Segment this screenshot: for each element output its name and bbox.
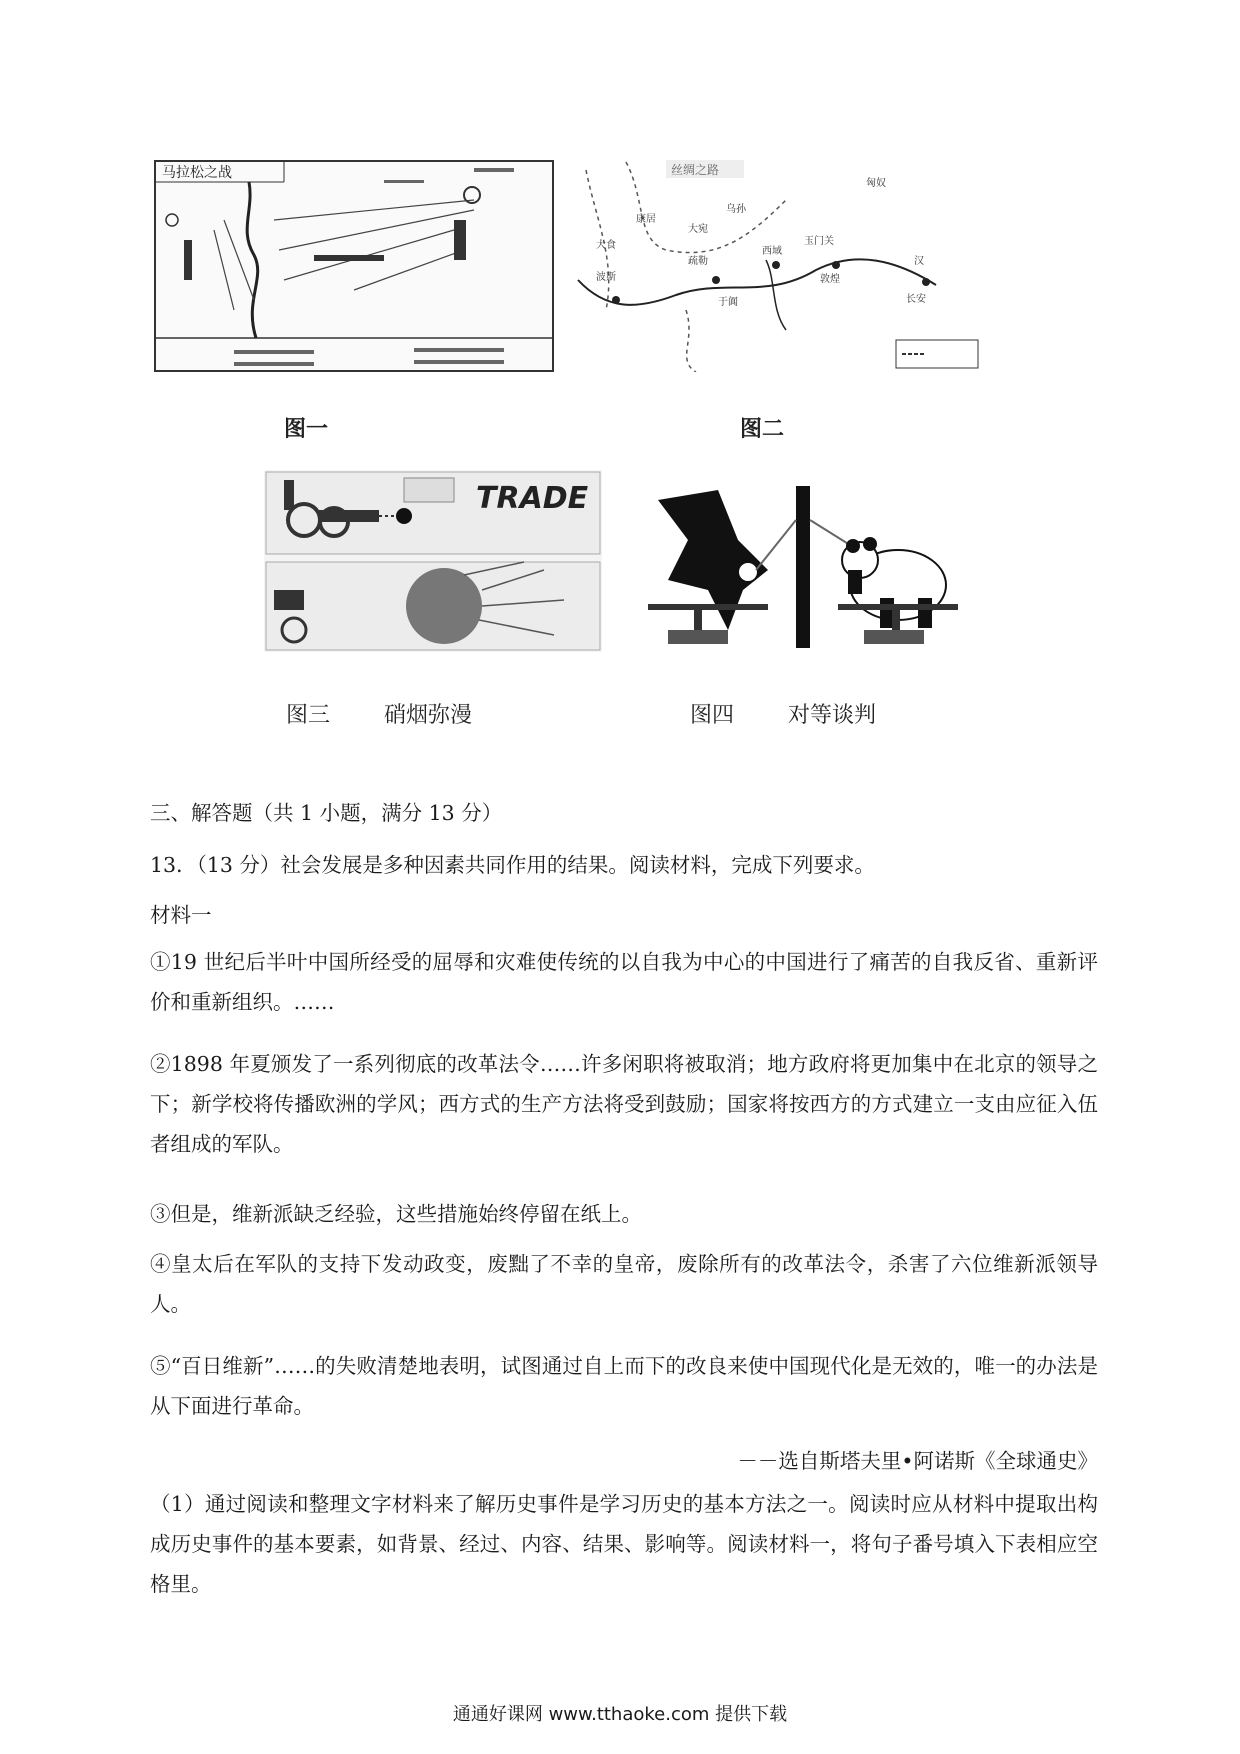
question-section bbox=[150, 0, 1098, 1690]
fig2-place: 康居 bbox=[636, 214, 656, 225]
fig2-title: 丝绸之路 bbox=[671, 163, 720, 177]
material-item-3: ③但是，维新派缺乏经验，这些措施始终停留在纸上。 bbox=[150, 1202, 642, 1226]
fig3-caption-title: 硝烟弥漫 bbox=[384, 703, 473, 728]
fig2-place: 长安 bbox=[906, 294, 926, 305]
material-item-1: ①19 世纪后半叶中国所经受的屈辱和灾难使传统的以自我为中心的中国进行了痛苦的自我反省、重新评价和重新组织。…… bbox=[150, 950, 1098, 1014]
fig2-place: 大食 bbox=[596, 240, 616, 251]
material-source: －－选自斯塔夫里•阿诺斯《全球通史》 bbox=[737, 1449, 1098, 1473]
sub-question-1: （1）通过阅读和整理文字材料来了解历史事件是学习历史的基本方法之一。阅读时应从材料中提取出构成历史事件的基本要素，如背景、经过、内容、结果、影响等。阅读材料一，将句子番号填入下表相应空格里。 bbox=[150, 1492, 1098, 1596]
material-item-5: ⑤“百日维新”……的失败清楚地表明，试图通过自上而下的改良来使中国现代化是无效的，唯一的办法是从下面进行革命。 bbox=[150, 1354, 1098, 1418]
fig2-place: 汉 bbox=[914, 256, 924, 267]
fig1-title: 马拉松之战 bbox=[162, 165, 232, 181]
fig2-caption: 图二 bbox=[740, 417, 785, 442]
fig2-place: 西域 bbox=[762, 246, 782, 257]
fig2-place: 玉门关 bbox=[804, 236, 834, 247]
fig2-place: 疏勒 bbox=[688, 256, 708, 267]
fig2-place: 匈奴 bbox=[866, 178, 886, 189]
fig2-place: 于阗 bbox=[718, 297, 738, 308]
fig3-banner-text: TRADE bbox=[476, 481, 589, 516]
fig2-place: 大宛 bbox=[688, 224, 708, 235]
section-heading: 三、解答题（共 1 小题，满分 13 分） bbox=[150, 801, 503, 825]
question-stem: 13．（13 分）社会发展是多种因素共同作用的结果。阅读材料，完成下列要求。 bbox=[150, 853, 875, 877]
material-label: 材料一 bbox=[150, 903, 212, 927]
fig2-place: 敦煌 bbox=[820, 274, 840, 285]
fig4-caption-title: 对等谈判 bbox=[788, 703, 877, 728]
fig2-place: 乌孙 bbox=[726, 204, 746, 215]
fig3-caption-num: 图三 bbox=[286, 703, 331, 728]
material-item-2: ②1898 年夏颁发了一系列彻底的改革法令……许多闲职将被取消；地方政府将更加集中在北京的领导之下；新学校将传播欧洲的学风；西方式的生产方法将受到鼓励；国家将按西方的方式建立一支由应征入伍者组成的军队。 bbox=[150, 1052, 1098, 1156]
page-footer: 通通好课网 www.tthaoke.com 提供下载 bbox=[452, 1704, 788, 1725]
material-item-4: ④皇太后在军队的支持下发动政变，废黜了不幸的皇帝，废除所有的改革法令，杀害了六位维新派领导人。 bbox=[150, 1252, 1098, 1316]
fig2-place: 波斯 bbox=[596, 272, 616, 283]
fig4-caption-num: 图四 bbox=[690, 703, 735, 728]
fig1-caption: 图一 bbox=[284, 417, 329, 442]
